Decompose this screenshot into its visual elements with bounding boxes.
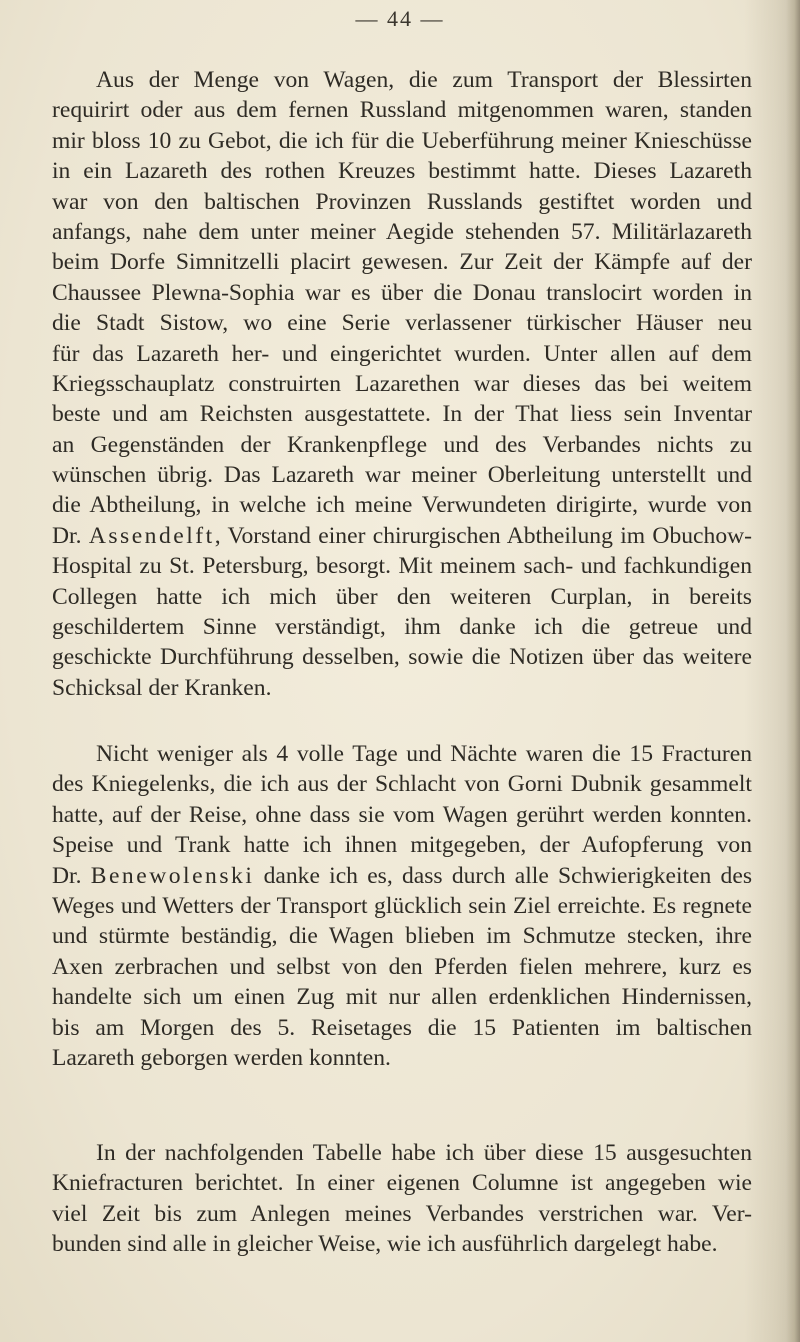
- text-line: wünschen übrig. Das Lazareth war meiner Oberleitung unterstellt und: [52, 462, 752, 489]
- page-number: — 44 —: [355, 6, 445, 31]
- text-line: Speise und Trank hatte ich ihnen mitgegeben, der Aufopferung von: [52, 832, 752, 859]
- text-line: bunden sind alle in gleicher Weise, wie ich ausführlich dargelegt habe.: [52, 1231, 718, 1258]
- text-line: handelte sich um einen Zug mit nur allen erdenklichen Hindernissen,: [52, 984, 752, 1011]
- text-line: des Kniegelenks, die ich aus der Schlacht von Gorni Dubnik gesammelt: [52, 771, 752, 798]
- text-line: Dr. Assendelft, Vorstand einer chirurgischen Abtheilung im Obuchow-: [52, 522, 753, 549]
- text-line: hatte, auf der Reise, ohne dass sie vom Wagen gerührt werden konnten.: [52, 801, 752, 828]
- paragraph-1: [52, 65, 752, 703]
- text-line: die Stadt Sistow, wo eine Serie verlassener türkischer Häuser neu: [52, 310, 752, 337]
- text-line: requirirt oder aus dem fernen Russland mitgenommen waren, standen: [52, 97, 752, 124]
- text-line: bis am Morgen des 5. Reisetages die 15 Patienten im baltischen: [52, 1014, 752, 1041]
- text-line: war von den baltischen Provinzen Russlands gestiftet worden und: [52, 188, 752, 215]
- text-line: Weges und Wetters der Transport glücklich sein Ziel erreichte. Es regnete: [52, 892, 752, 919]
- text-line: Hospital zu St. Petersburg, besorgt. Mit meinem sach- und fachkundigen: [52, 553, 752, 580]
- text-line: Aus der Menge von Wagen, die zum Transport der Blessirten: [96, 67, 752, 93]
- text-line: beim Dorfe Simnitzelli placirt gewesen. Zur Zeit der Kämpfe auf der: [52, 249, 752, 276]
- text-line: anfangs, nahe dem unter meiner Aegide stehenden 57. Militärlazareth: [52, 218, 752, 245]
- text-line: geschildertem Sinne verständigt, ihm danke ich die getreue und: [52, 614, 752, 641]
- text-line: für das Lazareth her- und eingerichtet wurden. Unter allen auf dem: [52, 340, 752, 367]
- text-line: Lazareth geborgen werden konnten.: [52, 1044, 391, 1071]
- paragraph-3: [52, 1138, 752, 1260]
- text-line: Dr. Benewolenski danke ich es, dass durch alle Schwierigkeiten des: [52, 862, 753, 889]
- text-line: mir bloss 10 zu Gebot, die ich für die Ueberführung meiner Knieschüsse: [52, 127, 752, 154]
- text-line: und stürmte beständig, die Wagen blieben im Schmutze stecken, ihre: [52, 923, 752, 950]
- text-line: in ein Lazareth des rothen Kreuzes bestimmt hatte. Dieses Lazareth: [52, 158, 752, 185]
- text-line: die Abtheilung, in welche ich meine Verwundeten dirigirte, wurde von: [52, 492, 752, 519]
- text-line: Axen zerbrachen und selbst von den Pferden fielen mehrere, kurz es: [52, 953, 752, 980]
- text-line: viel Zeit bis zum Anlegen meines Verbandes verstrichen war. Ver-: [52, 1200, 752, 1227]
- page-edge-shadow: [786, 0, 800, 1342]
- text-line: an Gegenständen der Krankenpflege und des Verbandes nichts zu: [52, 431, 752, 458]
- text-line: beste und am Reichsten ausgestattete. In der That liess sein Inventar: [52, 401, 752, 428]
- text-line: Collegen hatte ich mich über den weiteren Curplan, in bereits: [52, 583, 752, 610]
- text-line: In der nachfolgenden Tabelle habe ich über diese 15 ausgesuchten: [96, 1140, 752, 1166]
- text-line: Kniefracturen berichtet. In einer eigenen Columne ist angegeben wie: [52, 1170, 752, 1197]
- text-line: Kriegsschauplatz construirten Lazarethen war dieses das bei weitem: [52, 370, 752, 397]
- text-line: Chaussee Plewna-Sophia war es über die Donau translocirt worden in: [52, 279, 752, 306]
- text-line: geschickte Durchführung desselben, sowie die Notizen über das weitere: [52, 644, 752, 671]
- paragraph-2: [52, 739, 752, 1073]
- text-line: Schicksal der Kranken.: [52, 674, 272, 701]
- text-line: Nicht weniger als 4 volle Tage und Nächte waren die 15 Fracturen: [96, 741, 752, 767]
